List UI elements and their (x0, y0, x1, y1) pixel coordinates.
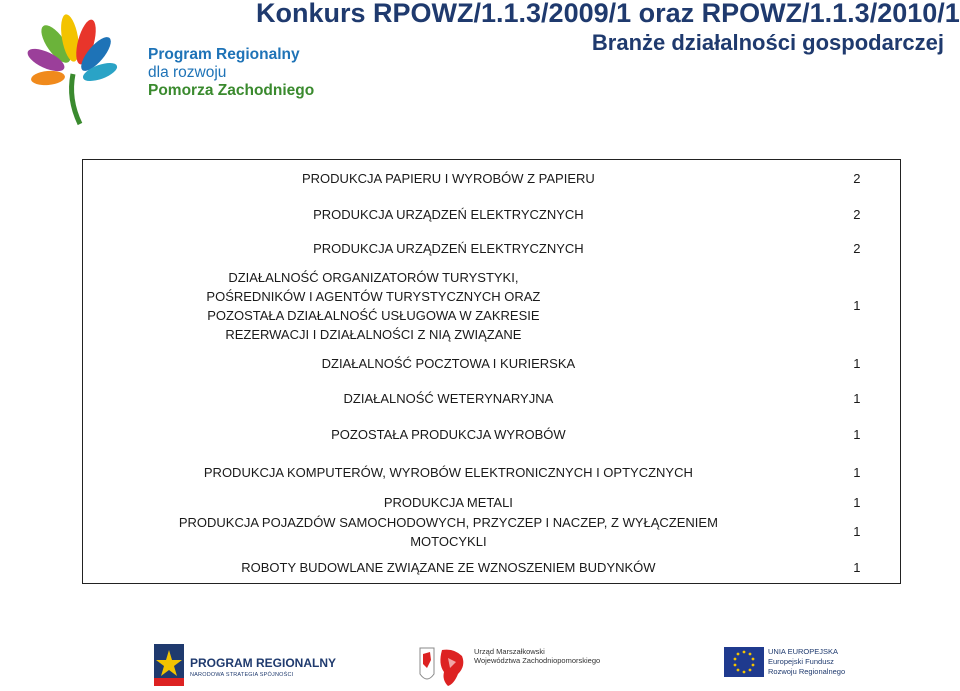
industry-name: POZOSTAŁA PRODUKCJA WYROBÓW (83, 417, 814, 453)
industries-table (82, 159, 901, 584)
page-subtitle: Branże działalności gospodarczej (591, 30, 944, 55)
program-regionalny-star-icon (152, 642, 186, 688)
industry-name: DZIAŁALNOŚĆ POCZTOWA I KURIERSKA (83, 346, 814, 381)
footer-eu-text (768, 647, 845, 677)
logo-wordmark (148, 46, 314, 100)
industry-count: 2 (814, 160, 901, 198)
table-row (83, 512, 901, 552)
industry-count: 1 (814, 417, 901, 453)
industry-name: PRODUKCJA URZĄDZEŃ ELEKTRYCZNYCH (83, 232, 814, 266)
urzad-line2: Województwa Zachodniopomorskiego (474, 656, 601, 665)
industry-count: 1 (814, 493, 901, 512)
footer-program-sub: NARODOWA STRATEGIA SPÓJNOŚCI (190, 672, 294, 678)
industry-name: PRODUKCJA PAPIERU I WYROBÓW Z PAPIERU (83, 160, 814, 198)
table-row (83, 266, 901, 346)
industry-count: 1 (814, 512, 901, 552)
footer-urzad-text (474, 647, 600, 665)
industry-name: PRODUKCJA KOMPUTERÓW, WYROBÓW ELEKTRONICZNYCH I OPTYCZNYCH (83, 453, 814, 493)
industry-count: 1 (814, 346, 901, 381)
eu-line1: UNIA EUROPEJSKA (768, 647, 839, 656)
industry-name: DZIAŁALNOŚĆ ORGANIZATORÓW TURYSTYKI, POŚREDNIKÓW I AGENTÓW TURYSTYCZNYCH ORAZ POZOSTAŁA DZIAŁALNOŚĆ USŁUGOWA W ZAKRESIE REZERWACJI I DZIAŁALNOŚCI Z NIĄ ZWIĄZANE (83, 266, 814, 346)
table-row (83, 381, 901, 417)
industry-count: 1 (814, 266, 901, 346)
eu-line3: Rozwoju Regionalnego (768, 667, 846, 676)
urzad-line1: Urząd Marszałkowski (474, 647, 545, 656)
industry-count: 1 (814, 552, 901, 584)
footer-program-label: PROGRAM REGIONALNY (190, 656, 337, 670)
logo-line1: Program Regionalny (148, 46, 300, 63)
program-regionalny-logo (18, 14, 143, 129)
table-row (83, 232, 901, 266)
industry-name: PRODUKCJA URZĄDZEŃ ELEKTRYCZNYCH (83, 198, 814, 232)
page-title: Konkurs RPOWZ/1.1.3/2009/1 oraz RPOWZ/1.1.3/2010/1 (256, 0, 960, 28)
industry-count: 1 (814, 453, 901, 493)
table-row (83, 160, 901, 198)
industry-name: DZIAŁALNOŚĆ WETERYNARYJNA (83, 381, 814, 417)
industry-name: PRODUKCJA POJAZDÓW SAMOCHODOWYCH, PRZYCZEP I NACZEP, Z WYŁĄCZENIEM MOTOCYKLI (83, 512, 814, 552)
table-row (83, 346, 901, 381)
table-row (83, 552, 901, 584)
logo-line2: dla rozwoju (148, 64, 227, 81)
logo-line3: Pomorza Zachodniego (148, 82, 315, 99)
eu-line2: Europejski Fundusz (768, 657, 834, 666)
industry-count: 2 (814, 198, 901, 232)
industry-name: ROBOTY BUDOWLANE ZWIĄZANE ZE WZNOSZENIEM BUDYNKÓW (83, 552, 814, 584)
table-row (83, 198, 901, 232)
industry-name: PRODUKCJA METALI (83, 493, 814, 512)
industry-count: 2 (814, 232, 901, 266)
table-row (83, 493, 901, 512)
table-row (83, 453, 901, 493)
griffin-coat-of-arms-icon (414, 644, 470, 690)
table-row (83, 417, 901, 453)
eu-flag-icon (724, 647, 764, 677)
industry-count: 1 (814, 381, 901, 417)
